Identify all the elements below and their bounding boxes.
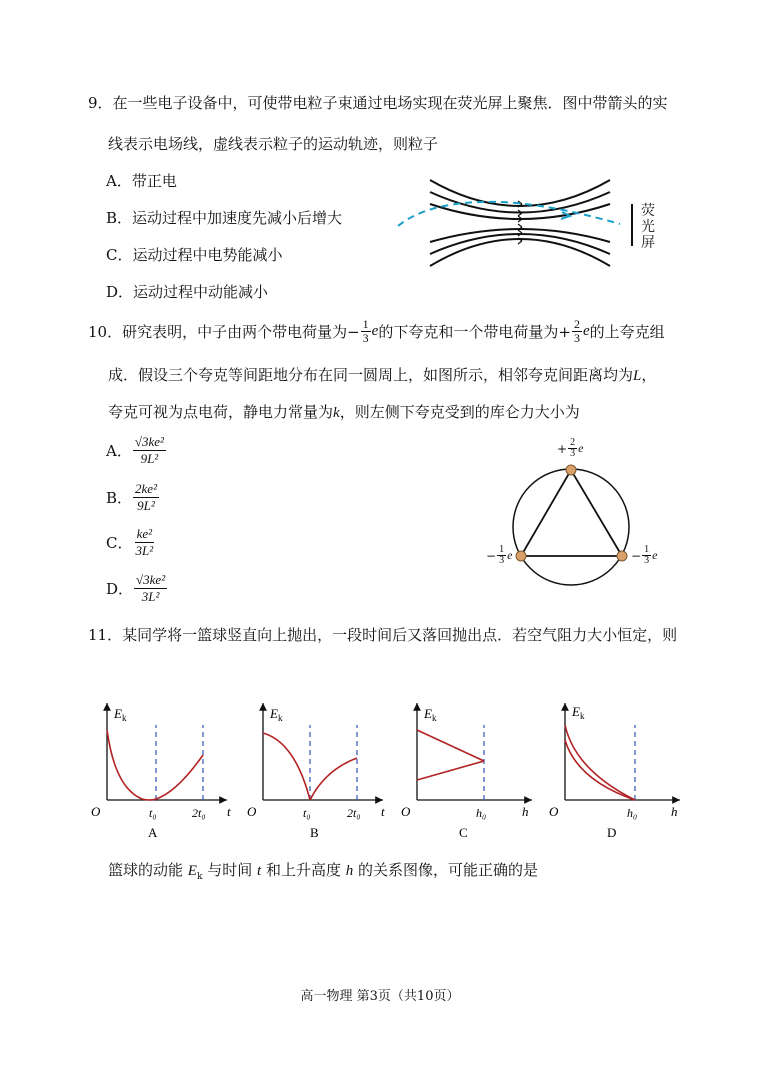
q11-stem-line1: 11．某同学将一篮球竖直向上抛出，一段时间后又落回抛出点．若空气阻力大小恒定，则 bbox=[88, 626, 678, 644]
orbit-circle bbox=[513, 469, 629, 585]
svg-text:t₀: t₀ bbox=[149, 806, 157, 820]
svg-text:2t₀: 2t₀ bbox=[192, 806, 206, 820]
down-quark-left bbox=[516, 551, 526, 561]
page-footer: 高一物理 第3页（共10页） bbox=[300, 989, 460, 1004]
up-quark bbox=[566, 465, 576, 475]
left-quark-label: − $\frac{1}{3}$ e bbox=[486, 544, 513, 566]
ek-line-up bbox=[417, 730, 484, 761]
field-line bbox=[430, 234, 610, 254]
svg-text:C: C bbox=[459, 825, 468, 840]
down-quark-right bbox=[617, 551, 627, 561]
graph-c bbox=[401, 703, 532, 840]
graph-a bbox=[91, 703, 231, 840]
up-quark-label: + $\frac{2}{3}$ e bbox=[557, 437, 584, 459]
ek-line-down bbox=[417, 761, 484, 780]
svg-text:h: h bbox=[522, 804, 529, 819]
svg-text:O: O bbox=[549, 804, 559, 819]
ek-curve-down bbox=[310, 758, 357, 800]
q9-stem-line1: 9．在一些电子设备中，可使带电粒子束通过电场实现在荧光屏上聚焦．图中带箭头的实 bbox=[88, 94, 668, 112]
q9-option-a: A．带正电 bbox=[106, 172, 177, 190]
svg-text:k: k bbox=[278, 713, 283, 723]
ek-curve-inner bbox=[565, 740, 635, 800]
energy-graphs bbox=[91, 700, 715, 840]
ek-curve bbox=[107, 730, 203, 800]
q10-option-d: D． $\frac{\text{√3ke²}}{\text{3L²}}$ bbox=[106, 572, 166, 604]
quark-triangle bbox=[521, 470, 622, 556]
svg-text:E: E bbox=[270, 706, 278, 721]
q10-option-b: B． $\frac{\text{2ke²}}{\text{9L²}}$ bbox=[106, 481, 157, 513]
svg-text:O: O bbox=[91, 804, 101, 819]
svg-text:k: k bbox=[122, 713, 127, 723]
svg-text:E: E bbox=[114, 706, 122, 721]
svg-text:O: O bbox=[401, 804, 411, 819]
q10-stem-line2: 成．假设三个夸克等间距地分布在同一圆周上，如图所示，相邻夸克间距离均为L， bbox=[108, 366, 657, 384]
svg-text:t₀: t₀ bbox=[303, 806, 311, 820]
svg-text:k: k bbox=[580, 711, 585, 721]
right-quark-label: − $\frac{1}{3}$ e bbox=[631, 544, 658, 566]
q11-stem-line2: 篮球的动能 $E_k$ 与时间 t 和上升高度 h 的关系图像，可能正确的是 bbox=[108, 861, 539, 882]
svg-text:2t₀: 2t₀ bbox=[347, 806, 361, 820]
q9-stem-line2: 线表示电场线，虚线表示粒子的运动轨迹，则粒子 bbox=[108, 135, 439, 153]
quark-circle-figure bbox=[505, 460, 640, 590]
svg-text:A: A bbox=[148, 825, 158, 840]
svg-text:k: k bbox=[432, 713, 437, 723]
q9-option-c: C．运动过程中电势能减小 bbox=[106, 246, 283, 264]
screen-label: 荧 光 屏 bbox=[641, 203, 655, 251]
svg-text:t: t bbox=[381, 804, 385, 819]
svg-text:B: B bbox=[310, 825, 319, 840]
ek-curve-up bbox=[263, 733, 310, 800]
field-arrows bbox=[518, 201, 522, 244]
ek-curve-outer bbox=[565, 725, 635, 800]
fraction-minus-one-third: $\frac{1}{3}$ bbox=[362, 317, 369, 345]
electric-field-figure bbox=[390, 170, 670, 280]
q9-option-b: B．运动过程中加速度先减小后增大 bbox=[106, 209, 343, 227]
svg-text:E: E bbox=[572, 704, 580, 719]
svg-text:E: E bbox=[424, 706, 432, 721]
q10-stem-line3: 夸克可视为点电荷，静电力常量为k，则左侧下夸克受到的库仑力大小为 bbox=[108, 403, 580, 421]
graph-d bbox=[549, 703, 680, 840]
graph-b bbox=[247, 703, 385, 840]
svg-text:h₀: h₀ bbox=[627, 806, 638, 820]
svg-text:O: O bbox=[247, 804, 257, 819]
svg-text:D: D bbox=[607, 825, 617, 840]
q10-option-a: A． $\frac{\text{√3ke²}}{\text{9L²}}$ bbox=[106, 434, 164, 466]
svg-text:t: t bbox=[227, 804, 231, 819]
svg-text:h₀: h₀ bbox=[476, 806, 487, 820]
q10-stem-line1: 10．研究表明，中子由两个带电荷量为 − $\frac{1}{3}$ e 的下夸克和一个带电荷量为 + $\frac{2}{3}$ e 的上夸克组 bbox=[88, 317, 665, 345]
fraction-two-thirds: $\frac{2}{3}$ bbox=[573, 317, 580, 345]
svg-text:h: h bbox=[671, 804, 678, 819]
q9-option-d: D．运动过程中动能减小 bbox=[106, 283, 269, 301]
q10-option-c: C． $\frac{\text{ke²}}{\text{3L²}}$ bbox=[106, 526, 154, 558]
